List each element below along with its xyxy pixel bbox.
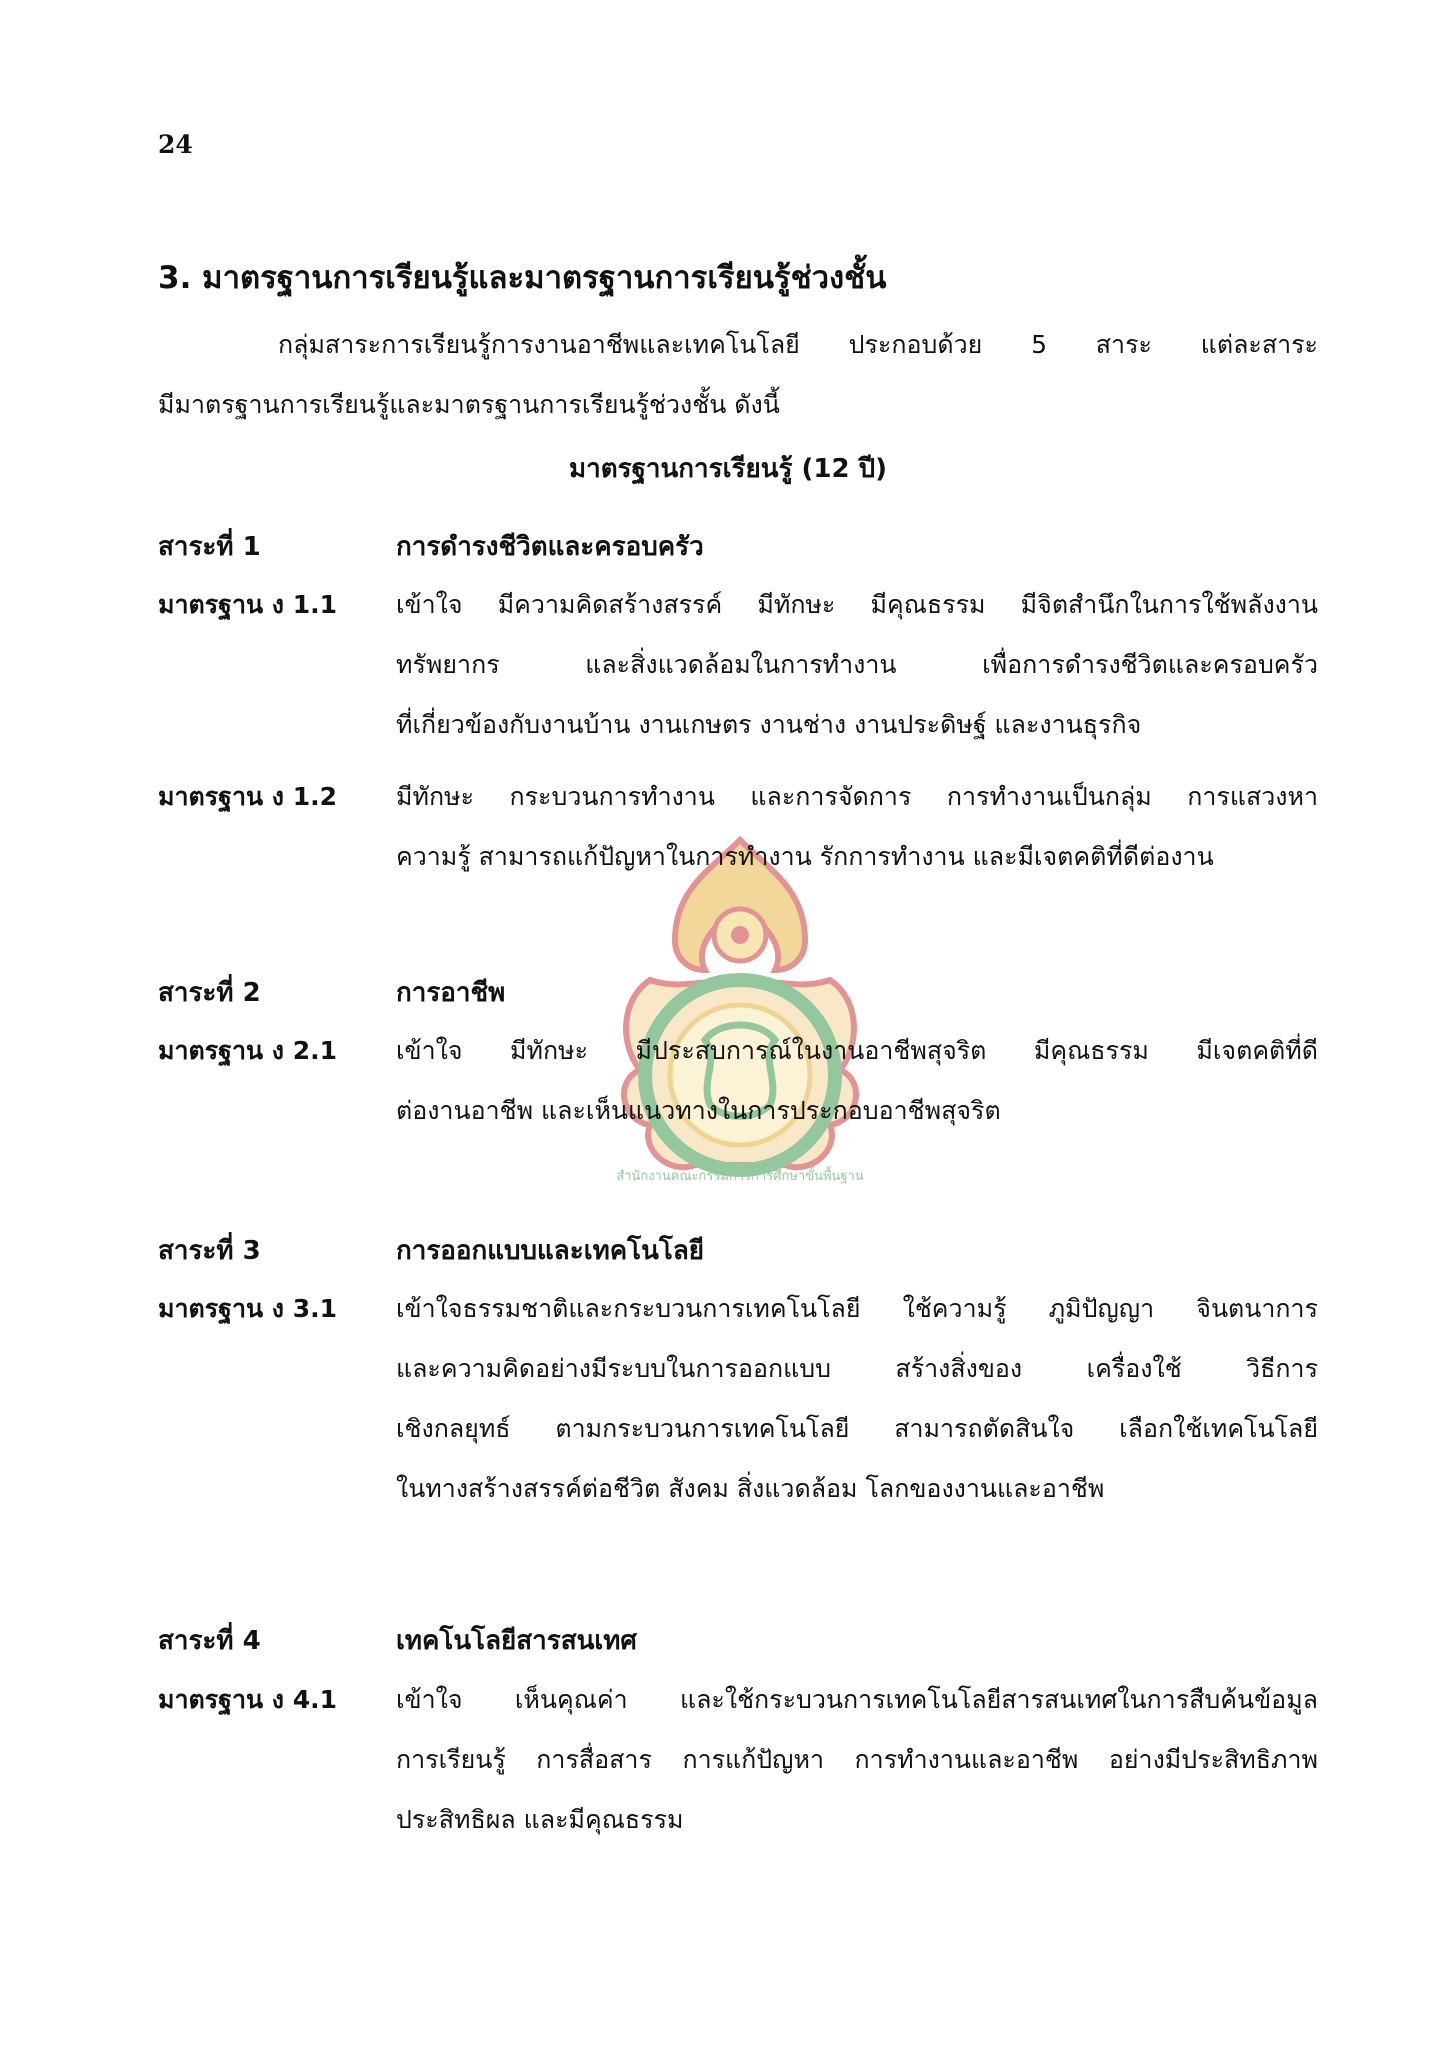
standard-line: เข้าใจ มีทักษะ มีประสบการณ์ในงานอาชีพสุจริต มีคุณธรรม มีเจตคติที่ดี xyxy=(396,1036,1318,1065)
standard-line: ทรัพยากร และสิ่งแวดล้อมในการทำงาน เพื่อการดำรงชีวิตและครอบครัว xyxy=(396,650,1318,679)
standard-line: ต่องานอาชีพ และเห็นแนวทางในการประกอบอาชีพสุจริต xyxy=(396,1096,1001,1125)
strand-label: สาระที่ 1 xyxy=(158,532,261,562)
strand-title: การดำรงชีวิตและครอบครัว xyxy=(396,532,704,562)
strand-title: การอาชีพ xyxy=(396,978,506,1008)
strand-label: สาระที่ 2 xyxy=(158,978,261,1008)
intro-line: กลุ่มสาระการเรียนรู้การงานอาชีพและเทคโนโลยี ประกอบด้วย 5 สาระ แต่ละสาระ xyxy=(278,330,1318,359)
standard-line: และความคิดอย่างมีระบบในการออกแบบ สร้างสิ่งของ เครื่องใช้ วิธีการ xyxy=(396,1354,1318,1383)
seal-ring-text: สำนักงานคณะกรรมการการศึกษาขั้นพื้นฐาน xyxy=(616,1169,864,1184)
standard-text xyxy=(396,1021,1318,1141)
standard-text xyxy=(396,1279,1318,1519)
standard-label: มาตรฐาน ง 3.1 xyxy=(158,1294,338,1323)
intro-line: มีมาตรฐานการเรียนรู้และมาตรฐานการเรียนรู้ช่วงชั้น ดังนี้ xyxy=(158,390,780,419)
standard-line: เข้าใจ เห็นคุณค่า และใช้กระบวนการเทคโนโลยีสารสนเทศในการสืบค้นข้อมูล xyxy=(396,1685,1318,1714)
standard-line: ประสิทธิผล และมีคุณธรรม xyxy=(396,1805,684,1834)
standard-line: มีทักษะ กระบวนการทำงาน และการจัดการ การทำงานเป็นกลุ่ม การแสวงหา xyxy=(396,782,1318,811)
strand-label: สาระที่ 4 xyxy=(158,1626,261,1656)
strand-label: สาระที่ 3 xyxy=(158,1236,261,1266)
standards-heading: มาตรฐานการเรียนรู้ (12 ปี) xyxy=(569,454,887,484)
standard-label: มาตรฐาน ง 1.2 xyxy=(158,782,338,811)
standard-line: ในทางสร้างสรรค์ต่อชีวิต สังคม สิ่งแวดล้อม โลกของงานและอาชีพ xyxy=(396,1474,1105,1503)
section-title: 3. มาตรฐานการเรียนรู้และมาตรฐานการเรียนรู้ช่วงชั้น xyxy=(158,260,887,296)
page-number: 24 xyxy=(158,130,193,159)
standard-label: มาตรฐาน ง 2.1 xyxy=(158,1036,338,1065)
standard-text xyxy=(396,1670,1318,1850)
standard-label: มาตรฐาน ง 1.1 xyxy=(158,590,338,619)
office-seal-watermark xyxy=(580,830,900,1210)
standard-text xyxy=(396,767,1318,887)
strand-title: การออกแบบและเทคโนโลยี xyxy=(396,1236,704,1266)
standard-line: ความรู้ สามารถแก้ปัญหาในการทำงาน รักการทำงาน และมีเจตคติที่ดีต่องาน xyxy=(396,842,1214,871)
standard-text xyxy=(396,575,1318,755)
standard-line: การเรียนรู้ การสื่อสาร การแก้ปัญหา การทำงานและอาชีพ อย่างมีประสิทธิภาพ xyxy=(396,1745,1318,1774)
standard-line: เชิงกลยุทธ์ ตามกระบวนการเทคโนโลยี สามารถตัดสินใจ เลือกใช้เทคโนโลยี xyxy=(396,1414,1318,1443)
standard-line: เข้าใจ มีความคิดสร้างสรรค์ มีทักษะ มีคุณธรรม มีจิตสำนึกในการใช้พลังงาน xyxy=(396,590,1318,619)
standard-line: ที่เกี่ยวข้องกับงานบ้าน งานเกษตร งานช่าง งานประดิษฐ์ และงานธุรกิจ xyxy=(396,710,1142,739)
strand-title: เทคโนโลยีสารสนเทศ xyxy=(396,1626,637,1656)
intro-paragraph xyxy=(158,315,1318,435)
standard-label: มาตรฐาน ง 4.1 xyxy=(158,1685,338,1714)
standard-line: เข้าใจธรรมชาติและกระบวนการเทคโนโลยี ใช้ความรู้ ภูมิปัญญา จินตนาการ xyxy=(396,1294,1318,1323)
